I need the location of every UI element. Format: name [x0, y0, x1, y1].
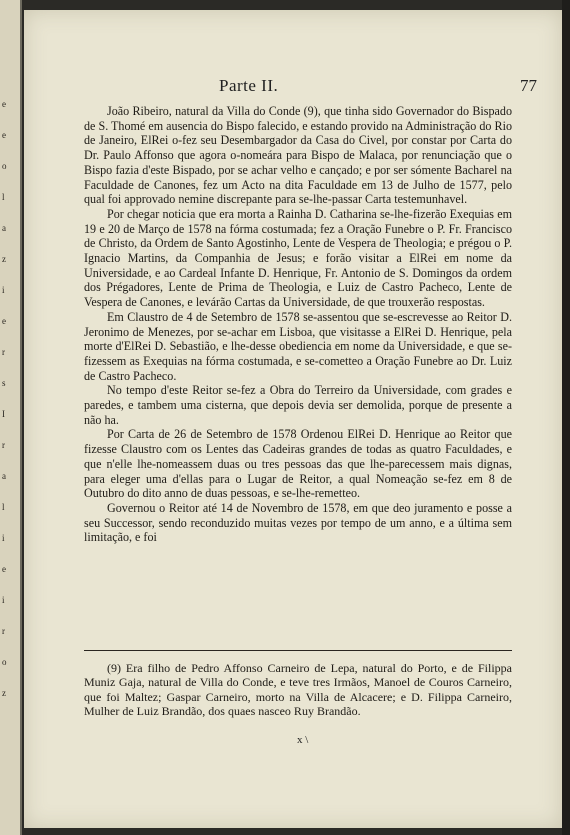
margin-fragment: e: [2, 99, 6, 109]
margin-fragment: l: [2, 502, 5, 512]
margin-fragment: i: [2, 595, 5, 605]
margin-fragment: o: [2, 657, 7, 667]
page-number: 77: [520, 76, 537, 95]
margin-fragment: a: [2, 223, 6, 233]
margin-fragment: I: [2, 409, 5, 419]
margin-fragment: r: [2, 347, 5, 357]
margin-fragment: l: [2, 192, 5, 202]
margin-fragment: r: [2, 626, 5, 636]
paragraph-5: Por Carta de 26 de Setembro de 1578 Ordenou ElRei D. Henrique ao Reitor que fizesse Claustro com os Lentes das Cadeiras grandes de todas as quatro Faculdades, e que n'elle lhe-nomeassem duas ou tres pessoas das que lhe-parecessem mais dignas, para eleger uma d'ellas para o Lugar de Reitor, a qual Nomeação se-fez em 8 de Outubro do dito anno de duas pessoas, e se-lhe-remetteo.: [84, 427, 512, 501]
margin-fragment: a: [2, 471, 6, 481]
footnote-text: (9) Era filho de Pedro Affonso Carneiro de Lepa, natural do Porto, e de Filippa Muniz Gaja, natural de Villa do Conde, e teve tres Irmãos, Manoel de Couros Carneiro, que foi Maltez; Gaspar Carneiro, morto na Villa de Alcacere; e D. Filippa Carneiro, Mulher de Luiz Brandão, dos quaes nasceo Ruy Brandão.: [84, 661, 512, 718]
footnote-block: [84, 661, 512, 718]
signature-mark: x \: [297, 734, 309, 746]
bottom-scan-border: [24, 828, 562, 835]
margin-fragment: r: [2, 440, 5, 450]
running-header-title: Parte II.: [219, 76, 279, 95]
paragraph-6: Governou o Reitor até 14 de Novembro de 1578, em que deo juramento e posse a seu Successor, sendo reconduzido muitas vezes por tempo de um anno, e a última sem limitação, e foi: [84, 500, 512, 545]
previous-page-strip: [0, 0, 22, 835]
margin-fragment: z: [2, 688, 6, 698]
main-text-block: [84, 104, 512, 545]
margin-fragment: e: [2, 564, 6, 574]
footnote-divider: [84, 650, 512, 651]
right-scan-edge: [562, 0, 570, 835]
margin-fragment: e: [2, 130, 6, 140]
top-scan-border: [24, 0, 562, 10]
paragraph-4: No tempo d'este Reitor se-fez a Obra do Terreiro da Universidade, com grades e paredes, e tambem uma cisterna, que depois devia ser demolida, porque de presente a não ha.: [84, 383, 512, 427]
margin-fragment: e: [2, 316, 6, 326]
paragraph-2: Por chegar noticia que era morta a Rainha D. Catharina se-lhe-fizerão Exequias em 19 e 20 de Março de 1578 na fórma costumada; fez a Oração Funebre o P. Fr. Francisco de Christo, da Ordem de Santo Agostinho, Lente de Vespera de Theologia; e prégou o P. Ignacio Martins, da Companhia de Jesus; e forão visitar a ElRei em nome da Universidade, e ao Cardeal Infante D. Henrique, Fr. Antonio de S. Domingos da ordem dos Prégadores, Lente de Prima de Theologia, e Luiz de Castro Pacheco, Lente de Vespera de Canones, e levárão Cartas da Universidade, de que trouxerão respostas.: [84, 206, 512, 310]
paragraph-1: João Ribeiro, natural da Villa do Conde (9), que tinha sido Governador do Bispado de S. Thomé em ausencia do Bispo falecido, e estando provido na Administração do Rio de Janeiro, ElRei o-fez seu Desembargador da Casa do Civel, por constar por Carta do Dr. Paulo Affonso que agora o-nomeára para Bispo de Malaca, por renunciação que o Bispo fazia d'este Bispado, por se achar velho e cançado; e por ser sómente Bacharel na Faculdade de Canones, fez um Acto na dita Faculdade em 13 de Julho de 1577, pelo qual foi approvado nemine discrepante para se-lhe-passar Carta testemunhavel.: [84, 104, 512, 207]
margin-fragment: i: [2, 533, 5, 543]
margin-fragment: i: [2, 285, 5, 295]
paragraph-3: Em Claustro de 4 de Setembro de 1578 se-assentou que se-escrevesse ao Reitor D. Jeronimo de Menezes, por se-achar em Lisboa, que visitasse a ElRei D. Henrique, pela morte d'ElRei D. Sebastião, e lhe-desse obediencia em nome da Universidade, e que se-fizessem as Exequias na fórma costumada, e se-cometteo a Oração Funebre ao Dr. Luiz de Castro Pacheco.: [84, 309, 512, 383]
margin-fragment: o: [2, 161, 7, 171]
margin-fragment: z: [2, 254, 6, 264]
margin-fragment: s: [2, 378, 6, 388]
